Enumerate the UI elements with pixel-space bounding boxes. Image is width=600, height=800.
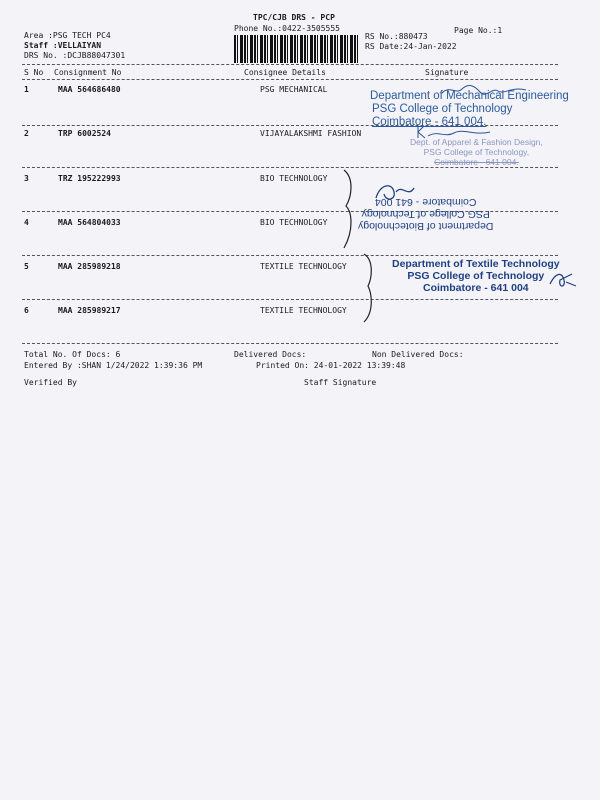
stamp-textile: Department of Textile Technology PSG College of Technology Coimbatore - 641 004	[392, 258, 560, 295]
bracket-biotech	[338, 168, 360, 250]
barcode	[234, 35, 358, 63]
rs-date: RS Date:24-Jan-2022	[365, 42, 457, 51]
row-2-sno: 2	[24, 129, 29, 138]
area-label: Area :PSG TECH PC4	[24, 31, 111, 40]
row-1-consignee: PSG MECHANICAL	[260, 85, 328, 94]
staff-label: Staff :VELLAIYAN	[24, 41, 102, 50]
col-signature: Signature	[425, 68, 469, 77]
total-docs: Total No. Of Docs: 6	[24, 350, 121, 359]
header-rule-bottom	[22, 79, 558, 80]
row-1-consignment: MAA 564686480	[58, 85, 121, 94]
row-6-rule	[22, 343, 558, 344]
page-number: Page No.:1	[454, 26, 503, 35]
printed-on: Printed On: 24-01-2022 13:39:48	[256, 361, 406, 370]
row-4-rule	[22, 255, 558, 256]
non-delivered-docs: Non Delivered Docs:	[372, 350, 464, 359]
bracket-textile	[360, 252, 380, 324]
signature-mechanical	[440, 83, 530, 97]
row-5-consignment: MAA 285989218	[58, 262, 121, 271]
verified-by: Verified By	[24, 378, 77, 387]
col-sno: S No	[24, 68, 44, 77]
delivered-docs: Delivered Docs:	[234, 350, 307, 359]
signature-textile	[548, 270, 578, 290]
col-consignee: Consignee Details	[244, 68, 326, 77]
row-3-consignee: BIO TECHNOLOGY	[260, 174, 328, 183]
row-3-sno: 3	[24, 174, 29, 183]
stamp-mechanical: Department of Mechanical Engineering PSG College of Technology Coimbatore - 641 004.	[370, 90, 569, 129]
stamp-apparel: Dept. of Apparel & Fashion Design, PSG College of Technology, Coimbatore - 641 004.	[410, 137, 543, 167]
drs-number: DRS No. :DCJB88047301	[24, 51, 126, 60]
row-2-consignee: VIJAYALAKSHMI FASHION	[260, 129, 362, 138]
row-6-consignment: MAA 285989217	[58, 306, 121, 315]
signature-apparel	[414, 124, 494, 142]
col-consignment: Consignment No	[54, 68, 122, 77]
row-6-consignee: TEXTILE TECHNOLOGY	[260, 306, 347, 315]
row-3-consignment: TRZ 195222993	[58, 174, 121, 183]
row-4-consignment: MAA 564804033	[58, 218, 121, 227]
row-5-rule	[22, 299, 558, 300]
phone-number: Phone No.:0422-3505555	[234, 24, 340, 33]
staff-signature: Staff Signature	[304, 378, 377, 387]
entered-by: Entered By :SHAN 1/24/2022 1:39:36 PM	[24, 361, 203, 370]
row-1-sno: 1	[24, 85, 29, 94]
rs-number: RS No.:880473	[365, 32, 428, 41]
row-5-consignee: TEXTILE TECHNOLOGY	[260, 262, 347, 271]
stamp-biotech: Department of Biotechnology PSG College of Technology Coimbatore - 641 004	[358, 196, 494, 233]
row-2-consignment: TRP 6002524	[58, 129, 111, 138]
row-4-sno: 4	[24, 218, 29, 227]
document-title: TPC/CJB DRS - PCP	[253, 13, 335, 22]
row-4-consignee: BIO TECHNOLOGY	[260, 218, 328, 227]
row-5-sno: 5	[24, 262, 29, 271]
header-rule-top	[22, 64, 558, 65]
row-6-sno: 6	[24, 306, 29, 315]
